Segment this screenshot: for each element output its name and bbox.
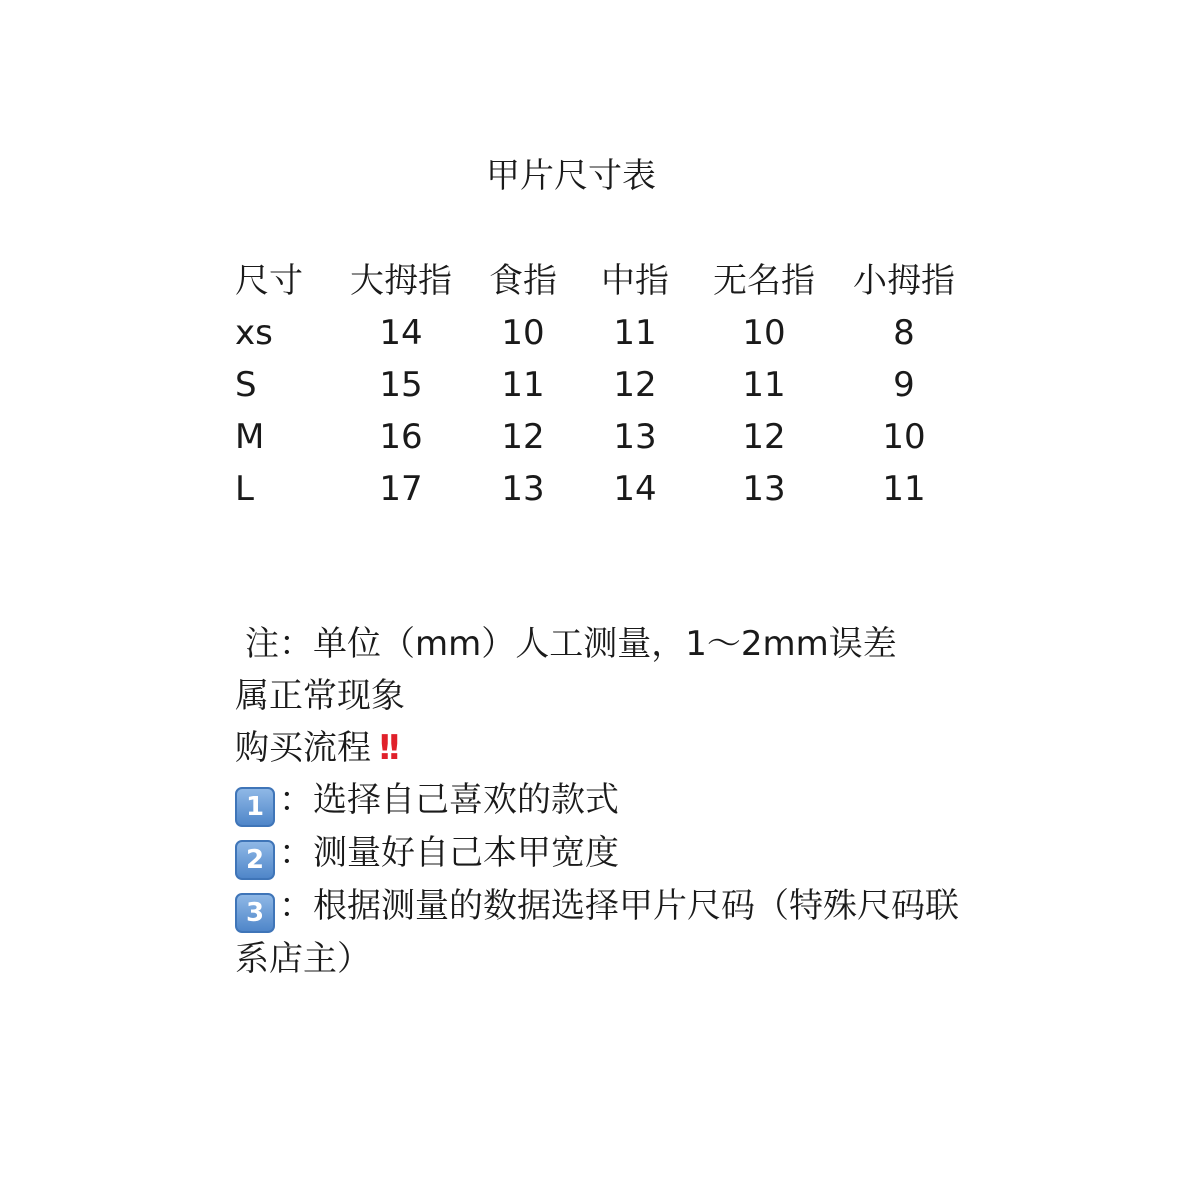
header-index: 食指 xyxy=(489,261,557,301)
process-step xyxy=(235,827,975,880)
table-row xyxy=(235,359,975,411)
pinky-value: 8 xyxy=(893,313,915,353)
table-row xyxy=(235,411,975,463)
keycap-number-icon: 1 xyxy=(235,787,275,827)
header-ring: 无名指 xyxy=(713,261,815,301)
ring-value: 10 xyxy=(742,313,786,353)
process-title: 购买流程 xyxy=(235,728,371,768)
middle-value: 13 xyxy=(613,417,657,457)
size-label: S xyxy=(235,365,257,405)
keycap-number-icon: 2 xyxy=(235,840,275,880)
process-step xyxy=(235,774,975,827)
pinky-value: 11 xyxy=(882,469,926,509)
note-line: 属正常现象 xyxy=(235,676,405,716)
step-text: 测量好自己本甲宽度 xyxy=(313,833,619,873)
index-value: 13 xyxy=(501,469,545,509)
size-label: L xyxy=(235,469,254,509)
size-label: M xyxy=(235,417,265,457)
process-title-line xyxy=(235,722,975,774)
double-exclamation-icon: !! xyxy=(377,728,397,768)
ring-value: 11 xyxy=(742,365,786,405)
size-table xyxy=(235,255,975,515)
middle-value: 14 xyxy=(613,469,657,509)
pinky-value: 10 xyxy=(882,417,926,457)
middle-value: 11 xyxy=(613,313,657,353)
header-middle: 中指 xyxy=(601,261,669,301)
keycap-number-icon: 3 xyxy=(235,893,275,933)
page-title: 甲片尺寸表 xyxy=(486,156,656,196)
step-separator: ： xyxy=(279,886,313,926)
thumb-value: 17 xyxy=(379,469,423,509)
step-text: 根据测量的数据选择甲片尺码（特殊尺码联系店主） xyxy=(235,886,959,979)
process-step xyxy=(235,880,975,985)
index-value: 12 xyxy=(501,417,545,457)
size-label: xs xyxy=(235,313,273,353)
ring-value: 12 xyxy=(742,417,786,457)
step-separator: ： xyxy=(279,833,313,873)
header-pinky: 小拇指 xyxy=(853,261,955,301)
thumb-value: 16 xyxy=(379,417,423,457)
thumb-value: 14 xyxy=(379,313,423,353)
thumb-value: 15 xyxy=(379,365,423,405)
header-thumb: 大拇指 xyxy=(350,261,452,301)
table-header-row xyxy=(235,255,975,307)
step-separator: ： xyxy=(279,780,313,820)
step-text: 选择自己喜欢的款式 xyxy=(313,780,619,820)
ring-value: 13 xyxy=(742,469,786,509)
table-row xyxy=(235,307,975,359)
notes-section xyxy=(235,618,975,985)
middle-value: 12 xyxy=(613,365,657,405)
note-line: 注：单位（mm）人工测量，1～2mm误差 xyxy=(245,624,897,664)
index-value: 10 xyxy=(501,313,545,353)
pinky-value: 9 xyxy=(893,365,915,405)
header-size: 尺寸 xyxy=(235,261,303,301)
index-value: 11 xyxy=(501,365,545,405)
table-row xyxy=(235,463,975,515)
